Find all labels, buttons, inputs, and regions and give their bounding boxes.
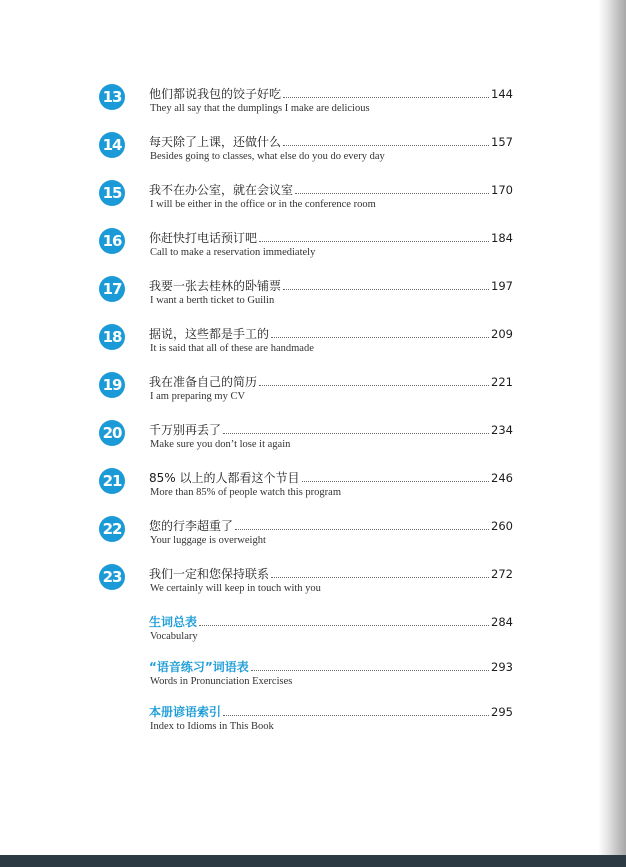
lesson-title: 我们一定和您保持联系: [149, 567, 270, 581]
dot-leader: [271, 336, 489, 338]
lesson-english-title: It is said that all of these are handmade: [150, 343, 314, 354]
page-number: 184: [491, 231, 513, 245]
toc-entry-lesson-15[interactable]: [0, 179, 598, 223]
lesson-english-title: I am preparing my CV: [150, 391, 246, 402]
lesson-number-badge: 17: [99, 276, 125, 302]
lesson-number-badge: 16: [99, 228, 125, 254]
lesson-number-badge: 22: [99, 516, 125, 542]
page-number: 209: [491, 327, 513, 341]
lesson-number-badge: 18: [99, 324, 125, 350]
toc-entry-lesson-13[interactable]: [0, 83, 598, 127]
appendix-title: “语音练习”词语表: [149, 660, 249, 674]
dot-leader: [283, 96, 489, 98]
dot-leader: [283, 288, 489, 290]
dot-leader: [295, 192, 489, 194]
toc-entry-lesson-23[interactable]: [0, 563, 598, 607]
page-number: 197: [491, 279, 513, 293]
lesson-title: 千万别再丢了: [149, 423, 222, 437]
page-number: 284: [491, 615, 513, 629]
page-number: 260: [491, 519, 513, 533]
page-edge-shadow: [598, 0, 626, 855]
lesson-english-title: They all say that the dumplings I make are delicious: [150, 103, 370, 114]
lesson-number-badge: 14: [99, 132, 125, 158]
toc-entry-lesson-21[interactable]: [0, 467, 598, 511]
dot-leader: [251, 669, 489, 671]
toc-entry-lesson-17[interactable]: [0, 275, 598, 319]
page-number: 157: [491, 135, 513, 149]
lesson-english-title: I want a berth ticket to Guilin: [150, 295, 275, 306]
footer-bar: [0, 855, 626, 867]
page-number: 272: [491, 567, 513, 581]
page-number: 295: [491, 705, 513, 719]
dot-leader: [223, 432, 489, 434]
lesson-title: 85% 以上的人都看这个节目: [149, 471, 300, 485]
toc-entry-lesson-22[interactable]: [0, 515, 598, 559]
dot-leader: [199, 624, 489, 626]
appendix-english-title: Words in Pronunciation Exercises: [150, 676, 293, 687]
lesson-title: 您的行李超重了: [149, 519, 234, 533]
lesson-number-badge: 23: [99, 564, 125, 590]
page-number: 293: [491, 660, 513, 674]
page-number: 234: [491, 423, 513, 437]
lesson-number-badge: 13: [99, 84, 125, 110]
lesson-english-title: I will be either in the office or in the conference room: [150, 199, 376, 210]
dot-leader: [259, 384, 489, 386]
page-number: 170: [491, 183, 513, 197]
appendix-title: 生词总表: [149, 615, 198, 629]
lesson-english-title: Your luggage is overweight: [150, 535, 266, 546]
appendix-title: 本册谚语索引: [149, 705, 222, 719]
dot-leader: [223, 714, 489, 716]
dot-leader: [259, 240, 489, 242]
page-number: 246: [491, 471, 513, 485]
toc-entry-pronunciation-words[interactable]: [0, 656, 598, 700]
lesson-title: 我要一张去桂林的卧铺票: [149, 279, 282, 293]
lesson-number-badge: 15: [99, 180, 125, 206]
toc-entry-lesson-20[interactable]: [0, 419, 598, 463]
lesson-number-badge: 19: [99, 372, 125, 398]
lesson-title: 每天除了上课，还做什么: [149, 135, 282, 149]
toc-entry-idioms-index[interactable]: [0, 701, 598, 745]
page-number: 221: [491, 375, 513, 389]
toc-entry-lesson-14[interactable]: [0, 131, 598, 175]
lesson-title: 你赶快打电话预订吧: [149, 231, 258, 245]
dot-leader: [283, 144, 489, 146]
lesson-title: 他们都说我包的饺子好吃: [149, 87, 282, 101]
lesson-english-title: Besides going to classes, what else do you do every day: [150, 151, 385, 162]
appendix-english-title: Vocabulary: [150, 631, 198, 642]
lesson-english-title: Make sure you don’t lose it again: [150, 439, 291, 450]
toc-entry-lesson-18[interactable]: [0, 323, 598, 367]
lesson-title: 我不在办公室，就在会议室: [149, 183, 294, 197]
lesson-title: 我在准备自己的简历: [149, 375, 258, 389]
toc-entry-vocabulary[interactable]: [0, 611, 598, 655]
lesson-title: 据说，这些都是手工的: [149, 327, 270, 341]
lesson-number-badge: 20: [99, 420, 125, 446]
appendix-english-title: Index to Idioms in This Book: [150, 721, 274, 732]
dot-leader: [302, 480, 490, 482]
toc-entry-lesson-16[interactable]: [0, 227, 598, 271]
lesson-number-badge: 21: [99, 468, 125, 494]
lesson-english-title: More than 85% of people watch this program: [150, 487, 341, 498]
toc-entry-lesson-19[interactable]: [0, 371, 598, 415]
lesson-english-title: Call to make a reservation immediately: [150, 247, 316, 258]
dot-leader: [235, 528, 489, 530]
dot-leader: [271, 576, 489, 578]
lesson-english-title: We certainly will keep in touch with you: [150, 583, 321, 594]
page-number: 144: [491, 87, 513, 101]
